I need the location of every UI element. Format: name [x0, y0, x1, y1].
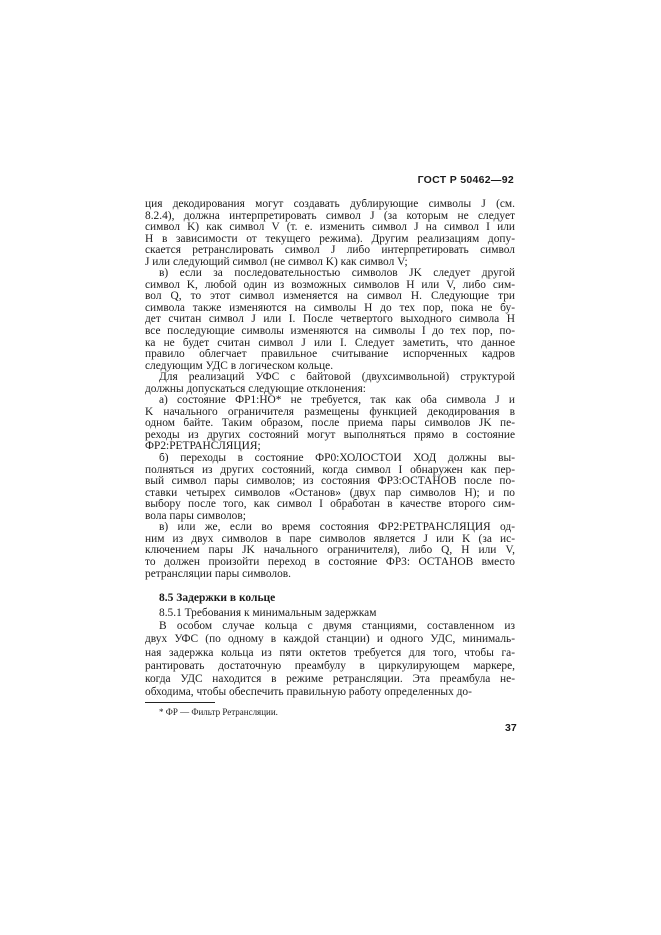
text-line: 8.2.4), должна интерпретировать символ J (за которым не следует [145, 210, 515, 222]
text-line: в) или же, если во время состояния ФР2:РЕТРАНСЛЯЦИЯ од- [159, 522, 515, 534]
text-line: В особом случае кольца с двумя станциями, составленном из [159, 620, 515, 633]
text-line: б) переходы в состояние ФР0:ХОЛОСТОЙ ХОД должны вы- [159, 453, 515, 465]
text-line: дет считан символ J или I. После четвертого выходного символа H [145, 314, 515, 326]
text-line: двух УФС (по одному в каждой станции) и одного УДС, минималь- [145, 633, 515, 646]
text-line: реходы из других состояний могут выполняться прямо в состояние [145, 429, 515, 441]
text-line: полняться из других состояний, когда символ I обнаружен как пер- [145, 464, 515, 476]
text-line: обходима, чтобы обеспечить правильную работу определенных до- [145, 686, 472, 699]
text-line: все последующие символы изменяются на символы I до тех пор, по- [145, 326, 515, 338]
text-line: то должен произойти переход в состояние ФР3: ОСТАНОВ вместо [145, 556, 515, 568]
text-line: когда УДС находится в режиме ретрансляции. Эта преамбула не- [145, 673, 515, 686]
text-line: H в зависимости от текущего режима). Другим реализациям допу- [145, 233, 515, 245]
text-line: ним из двух символов в паре символов является J или K (за ис- [145, 533, 515, 545]
section-text [145, 607, 515, 699]
text-line: ная задержка кольца из пяти октетов требуется для того, чтобы га- [145, 646, 515, 659]
page-number: 37 [505, 722, 517, 734]
text-line: выбору после того, как символ I обработан в качестве второго сим- [145, 499, 515, 511]
text-line: Для реализаций УФС с байтовой (двухсимвольной) структурой [159, 372, 515, 384]
footnote-divider [145, 702, 215, 703]
text-line: правило облегчает правильное считывание испорченных кадров [145, 349, 515, 361]
text-line: вый символ пары символов; из состояния ФР3:ОСТАНОВ после по- [145, 476, 515, 488]
text-line: в) если за последовательностью символов JK следует другой [159, 268, 515, 280]
text-line: символ K, любой один из возможных символов H или V, либо сим- [145, 279, 515, 291]
text-line: вол Q, то этот символ изменяется на символ H. Следующие три [145, 291, 515, 303]
text-line: ретрансляции пары символов. [145, 568, 291, 580]
text-line: ключением пары JK начального ограничителя), либо Q, H или V, [145, 545, 515, 557]
text-line: рантировать достаточную преамбулу в циркулирующем маркере, [145, 659, 515, 672]
text-line: ка не будет считан символ J или I. Следует заметить, что данное [145, 337, 515, 349]
text-line: ция декодирования могут создавать дублирующие символы J (см. [145, 199, 515, 210]
text-line: символа также изменяются на символы H до тех пор, пока не бу- [145, 302, 515, 314]
text-line: вола пары символов; [145, 510, 246, 522]
footnote: * ФР — Фильтр Ретрансляции. [159, 707, 278, 717]
document-header: ГОСТ Р 50462—92 [417, 174, 514, 186]
text-line: J или следующий символ (не символ K) как символ V; [145, 256, 408, 268]
text-line: следующим УДС в логическом кольце. [145, 360, 334, 372]
section-heading: 8.5 Задержки в кольце [159, 592, 276, 604]
text-line: ставки четырех символов «Останов» (двух пар символов H); и по [145, 487, 515, 499]
text-line: скается ретранслировать символ J либо интерпретировать символ [145, 245, 515, 257]
text-line: одном байте. Таким образом, после приема пары символов JK пе- [145, 418, 515, 430]
text-line: символ K) как символ V (т. е. изменить символ J на символ I или [145, 222, 515, 234]
text-line: ФР2:РЕТРАНСЛЯЦИЯ; [145, 441, 261, 453]
text-line: а) состояние ФР1:НО* не требуется, так как оба символа J и [159, 395, 515, 407]
body-text [145, 199, 515, 580]
text-line: K начального ограничителя размещены функцией декодирования в [145, 406, 515, 418]
text-line: 8.5.1 Требования к минимальным задержкам [159, 607, 377, 619]
text-line: должны допускаться следующие отклонения: [145, 383, 366, 395]
